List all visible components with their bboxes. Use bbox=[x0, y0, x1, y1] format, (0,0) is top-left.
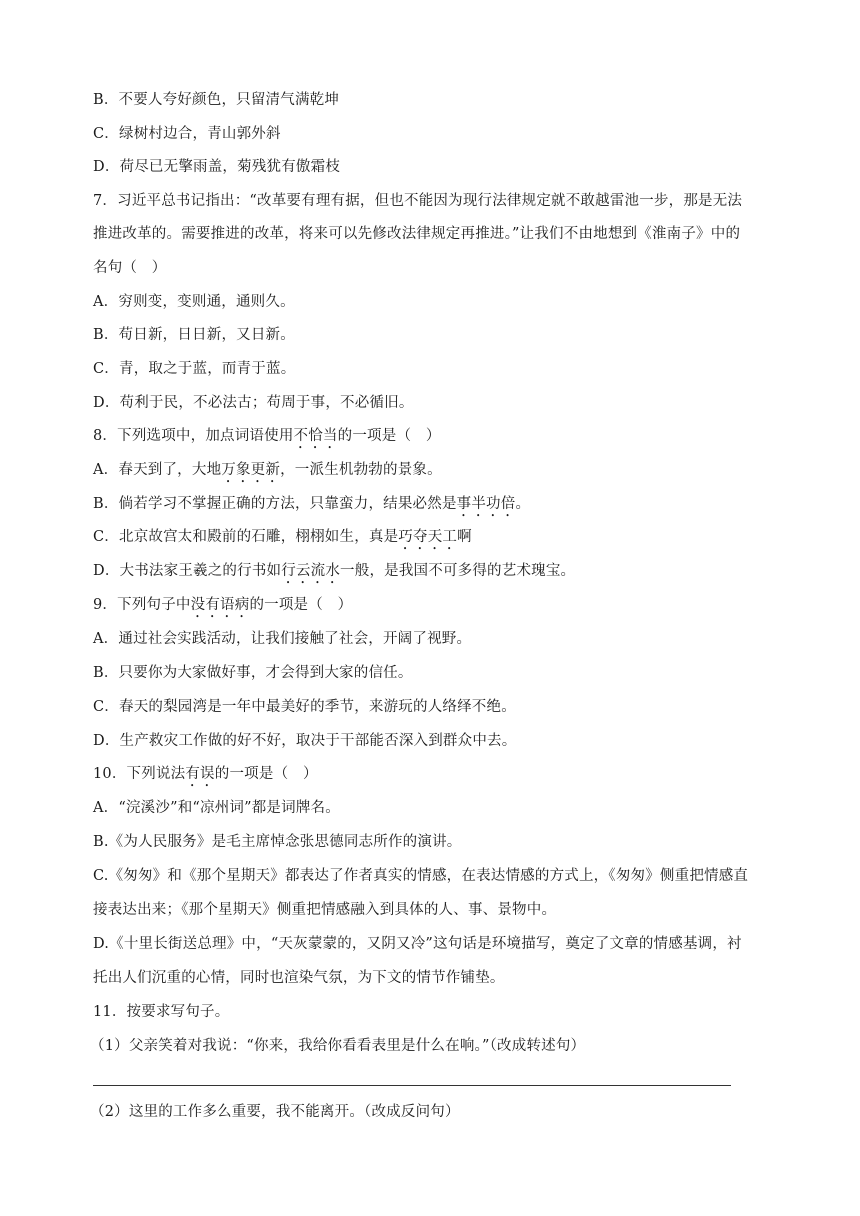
q10-option-d-line1: D.《十里长街送总理》中，“天灰蒙蒙的，又阴又冷”这句话是环境描写，奠定了文章的情感基调，衬 bbox=[93, 936, 742, 952]
q11-stem: 11．按要求写句子。 bbox=[93, 1004, 230, 1020]
answer-line[interactable] bbox=[93, 1085, 731, 1086]
q8-option-d bbox=[93, 561, 575, 587]
q6-option-b: B．不要人夸好颜色，只留清气满乾坤 bbox=[93, 92, 340, 108]
q8-b-text-end: 。 bbox=[515, 496, 531, 512]
q7-stem-line2: 推进改革的。需要推进的改革，将来可以先修改法律规定再推进。”让我们不由地想到《淮南子》中的 bbox=[93, 226, 741, 242]
q8-a-text-end: ，一派生机勃勃的景象。 bbox=[280, 462, 442, 478]
q9-stem-emphasis: 没有语病 bbox=[190, 597, 250, 613]
q8-stem bbox=[93, 426, 441, 452]
q7-stem-line3: 名句（ ） bbox=[93, 260, 167, 276]
q7-option-c: C．青，取之于蓝，而青于蓝。 bbox=[93, 361, 296, 377]
q10-option-a: A．“浣溪沙”和“凉州词”都是词牌名。 bbox=[93, 800, 340, 816]
q9-option-d: D．生产救灾工作做的好不好，取决于干部能否深入到群众中去。 bbox=[93, 733, 517, 749]
q8-stem-text: 8．下列选项中，加点词语使用 bbox=[93, 428, 294, 444]
q8-option-b bbox=[93, 494, 530, 520]
q7-stem-line1: 7．习近平总书记指出：“改革要有理有据，但也不能因为现行法律规定就不敢越雷池一步，那是无法 bbox=[93, 193, 743, 209]
q9-option-c: C．春天的梨园湾是一年中最美好的季节，来游玩的人络绎不绝。 bbox=[93, 699, 516, 715]
q10-stem-emphasis: 有误 bbox=[185, 766, 215, 782]
q7-option-b: B．苟日新，日日新，又日新。 bbox=[93, 327, 295, 343]
q9-stem-text: 9．下列句子中 bbox=[93, 597, 191, 613]
q8-option-c bbox=[93, 527, 472, 553]
q8-a-emphasis: 万象更新 bbox=[221, 462, 281, 478]
q6-option-d: D．荷尽已无擎雨盖，菊残犹有傲霜枝 bbox=[93, 159, 341, 175]
q10-option-b: B.《为人民服务》是毛主席悼念张思德同志所作的演讲。 bbox=[93, 834, 462, 850]
q9-stem bbox=[93, 595, 352, 621]
q11-sub1: （1）父亲笑着对我说：“你来，我给你看看表里是什么在响。”（改成转述句） bbox=[90, 1038, 586, 1054]
q10-option-c-line2: 接表达出来；《那个星期天》侧重把情感融入到具体的人、事、景物中。 bbox=[93, 902, 557, 918]
q10-stem-text: 10．下列说法 bbox=[93, 766, 186, 782]
q10-stem bbox=[93, 764, 318, 790]
q8-d-emphasis: 行云流水 bbox=[281, 563, 341, 579]
q10-option-d-line2: 托出人们沉重的心情，同时也渲染气氛，为下文的情节作铺垫。 bbox=[93, 970, 505, 986]
q10-stem-text-end: 的一项是（ ） bbox=[214, 766, 318, 782]
q8-c-text: C．北京故宫太和殿前的石雕，栩栩如生，真是 bbox=[93, 529, 399, 545]
q7-option-a: A．穷则变，变则通，通则久。 bbox=[93, 294, 295, 310]
q6-option-c: C．绿树村边合，青山郭外斜 bbox=[93, 126, 281, 142]
q10-option-c-line1: C.《匆匆》和《那个星期天》都表达了作者真实的情感，在表达情感的方式上，《匆匆》侧重把情感直 bbox=[93, 868, 749, 884]
q8-b-text: B．倘若学习不掌握正确的方法，只靠蛮力，结果必然是 bbox=[93, 496, 457, 512]
q8-c-text-end: 啊 bbox=[457, 529, 472, 545]
q8-option-a bbox=[93, 460, 442, 486]
q7-option-d: D．苟利于民，不必法古；苟周于事，不必循旧。 bbox=[93, 395, 414, 411]
q8-c-emphasis: 巧夺天工 bbox=[398, 529, 458, 545]
q8-d-text: D．大书法家王羲之的行书如 bbox=[93, 563, 282, 579]
q8-stem-text-end: 的一项是（ ） bbox=[337, 428, 441, 444]
q9-option-b: B．只要你为大家做好事，才会得到大家的信任。 bbox=[93, 665, 413, 681]
q9-option-a: A．通过社会实践活动，让我们接触了社会，开阔了视野。 bbox=[93, 631, 472, 647]
q8-b-emphasis: 事半功倍 bbox=[456, 496, 516, 512]
q8-d-text-end: 一般，是我国不可多得的艺术瑰宝。 bbox=[340, 563, 576, 579]
q8-stem-emphasis: 不恰当 bbox=[293, 428, 338, 444]
q8-a-text: A．春天到了，大地 bbox=[93, 462, 222, 478]
q11-sub2: （2）这里的工作多么重要，我不能离开。（改成反问句） bbox=[90, 1104, 460, 1120]
q9-stem-text-end: 的一项是（ ） bbox=[249, 597, 353, 613]
